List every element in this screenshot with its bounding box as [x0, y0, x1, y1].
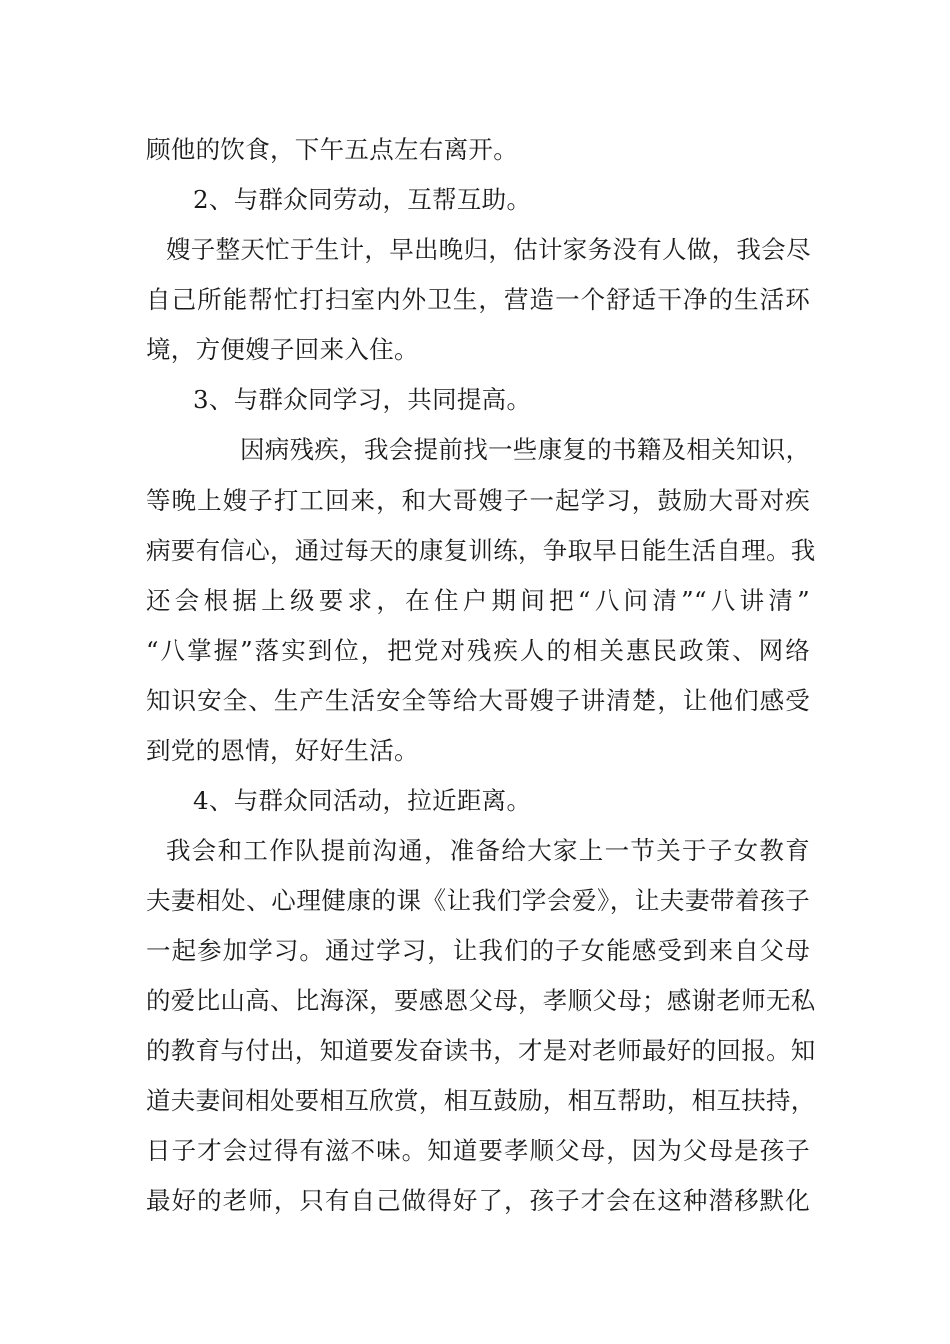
text-line: 的爱比山高、比海深，要感恩父母，孝顺父母；感谢老师无私 — [146, 986, 816, 1015]
text-line: 最好的老师，只有自己做得好了，孩子才会在这种潜移默化 — [146, 1186, 810, 1215]
text-line: 道夫妻间相处要相互欣赏，相互鼓励，相互帮助，相互扶持， — [146, 1086, 816, 1115]
text-line: 因病残疾，我会提前找一些康复的书籍及相关知识， — [240, 435, 811, 464]
text-line: 等晚上嫂子打工回来，和大哥嫂子一起学习，鼓励大哥对疾 — [146, 486, 810, 515]
section-heading: 3、与群众同学习，共同提高。 — [193, 385, 532, 414]
text-line: 自己所能帮忙打扫室内外卫生，营造一个舒适干净的生活环 — [146, 285, 810, 314]
text-line: 境，方便嫂子回来入住。 — [146, 335, 419, 364]
text-line: 的教育与付出，知道要发奋读书，才是对老师最好的回报。知 — [146, 1036, 816, 1065]
section-heading: 2、与群众同劳动，互帮互助。 — [193, 185, 532, 214]
text-line: 病要有信心，通过每天的康复训练，争取早日能生活自理。我 — [146, 536, 816, 565]
text-line: 我会和工作队提前沟通，准备给大家上一节关于子女教育 — [166, 836, 810, 865]
text-line: 顾他的饮食，下午五点左右离开。 — [146, 135, 518, 164]
text-line: 夫妻相处、心理健康的课《让我们学会爱》，让夫妻带着孩子 — [146, 886, 810, 915]
text-line: “八掌握”落实到位，把党对残疾人的相关惠民政策、网络 — [146, 636, 810, 665]
text-line: 还会根据上级要求，在住户期间把“八问清”“八讲清” — [146, 586, 810, 615]
text-line: 到党的恩情，好好生活。 — [146, 736, 419, 765]
section-heading: 4、与群众同活动，拉近距离。 — [193, 786, 532, 815]
text-line: 一起参加学习。通过学习，让我们的子女能感受到来自父母 — [146, 936, 810, 965]
text-line: 日子才会过得有滋不味。知道要孝顺父母，因为父母是孩子 — [146, 1136, 810, 1165]
text-line: 嫂子整天忙于生计，早出晚归，估计家务没有人做，我会尽 — [166, 235, 811, 264]
text-line: 知识安全、生产生活安全等给大哥嫂子讲清楚，让他们感受 — [146, 686, 810, 715]
